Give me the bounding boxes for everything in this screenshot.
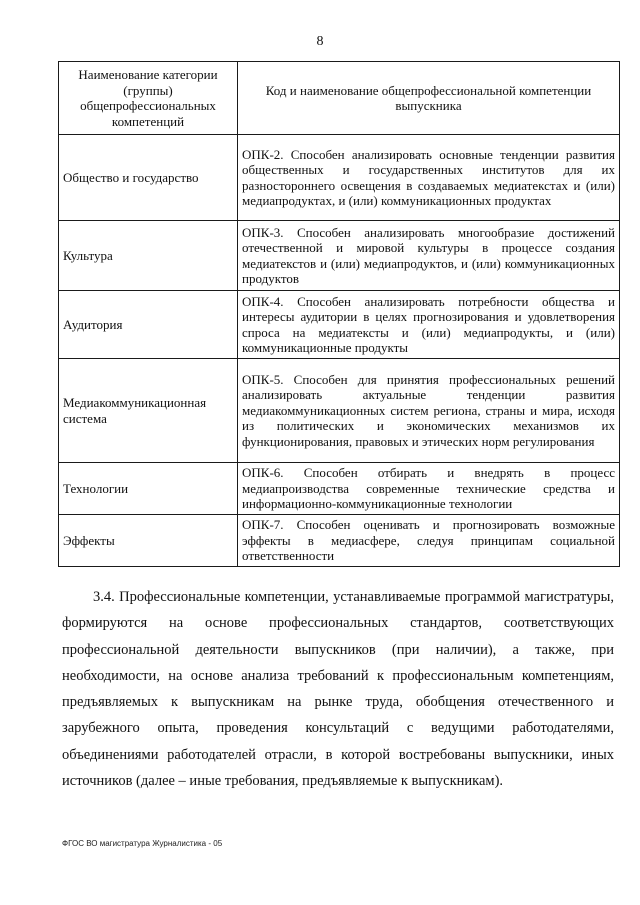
row-category: Культура	[59, 221, 238, 291]
table-row	[59, 359, 620, 463]
row-category: Общество и государство	[59, 135, 238, 221]
section-paragraph: 3.4. Профессиональные компетенции, устанавливаемые программой магистратуры, формируются на основе профессиональных стандартов, соответствующих профессиональной деятельности выпускников (при наличии), а также, при необходимости, на основе анализа требований к профессиональным компетенциям, предъявляемых к выпускникам на рынке труда, обобщения отечественного и зарубежного опыта, проведения консультаций с ведущими работодателями, объединениями работодателей отрасли, в которой востребованы выпускники, иных источников (далее – иные требования, предъявляемые к выпускникам).	[62, 589, 614, 790]
row-competence: ОПК-2. Способен анализировать основные тенденции развития общественных и государственных институтов для их разностороннего освещения в создаваемых медиатекстах и (или) медиапродуктах, и (или) коммуникационных продуктах	[238, 135, 620, 221]
table-row	[59, 515, 620, 567]
table-row	[59, 221, 620, 291]
header-category: Наименование категории (группы) общепрофессиональных компетенций	[59, 62, 238, 135]
table-row	[59, 291, 620, 359]
row-competence: ОПК-3. Способен анализировать многообразие достижений отечественной и мировой культуры в процессе создания медиатекстов и (или) медиапродуктов, и (или) коммуникационных продуктов	[238, 221, 620, 291]
row-competence: ОПК-4. Способен анализировать потребности общества и интересы аудитории в целях прогнозирования и удовлетворения спроса на медиатексты и (или) медиапродукты, и (или) коммуникационные продукты	[238, 291, 620, 359]
row-category: Эффекты	[59, 515, 238, 567]
row-category: Технологии	[59, 463, 238, 515]
row-competence: ОПК-6. Способен отбирать и внедрять в процесс медиапроизводства современные технические средства и информационно-коммуникационные технологии	[238, 463, 620, 515]
table-header-row	[59, 62, 620, 135]
row-category: Аудитория	[59, 291, 238, 359]
row-category: Медиакоммуникационная система	[59, 359, 238, 463]
header-competence: Код и наименование общепрофессиональной компетенции выпускника	[238, 62, 620, 135]
table-row	[59, 135, 620, 221]
competence-table	[58, 61, 620, 567]
row-competence: ОПК-5. Способен для принятия профессиональных решений анализировать актуальные тенденции развития медиакоммуникационных систем региона, страны и мира, исходя из политических и экономических механизмов их функционирования, правовых и этических норм регулирования	[238, 359, 620, 463]
page-number: 8	[316, 34, 324, 49]
row-competence: ОПК-7. Способен оценивать и прогнозировать возможные эффекты в медиасфере, следуя принципам социальной ответственности	[238, 515, 620, 567]
footer-text: ФГОС ВО магистратура Журналистика - 05	[62, 839, 223, 848]
table-row	[59, 463, 620, 515]
